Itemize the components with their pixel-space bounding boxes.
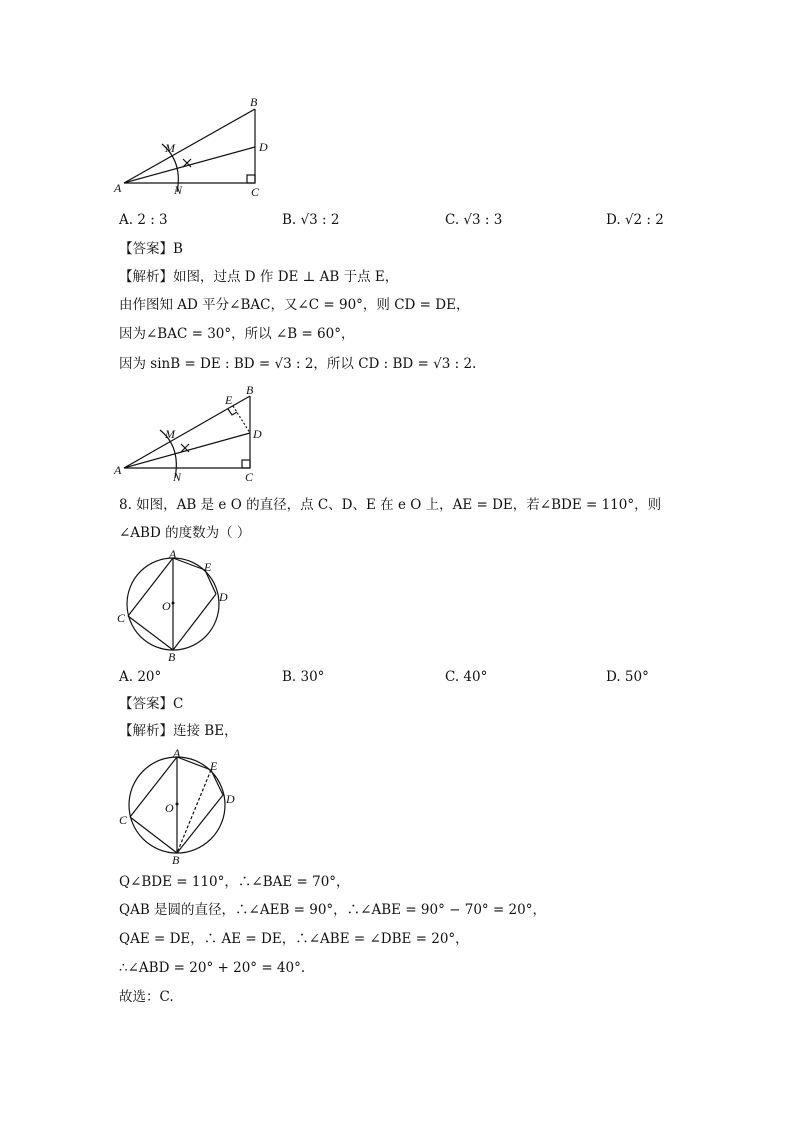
label-D: D [253, 427, 262, 441]
q8-conclusion: 故选：C. [119, 989, 174, 1005]
q8-answer: 【答案】C [119, 696, 184, 712]
q7-figure-triangle-with-perpendicular [110, 382, 280, 492]
q7-option-b: B. √3 : 2 [282, 212, 340, 228]
label-D: D [259, 140, 268, 154]
label-D: D [226, 792, 235, 806]
label-M: M [165, 427, 175, 441]
q8-solution-line-2: QAB 是圆的直径，∴∠AEB = 90°，∴∠ABE = 90° − 70° = 20°， [119, 902, 546, 918]
q7-option-c: C. √3 : 3 [445, 212, 503, 228]
label-M: M [165, 141, 175, 155]
label-E: E [204, 560, 212, 574]
q8-option-d: D. 50° [606, 669, 649, 685]
label-O: O [162, 599, 171, 613]
q7-analysis-line-4: 因为 sinB = DE : BD = √3 : 2，所以 CD : BD = √3 : 2. [119, 356, 477, 372]
q8-option-c: C. 40° [445, 669, 488, 685]
label-B: B [250, 95, 258, 109]
label-C: C [245, 470, 254, 484]
label-C: C [119, 813, 128, 827]
q8-figure-circle-with-be [113, 745, 243, 867]
q8-figure-circle [113, 548, 238, 664]
q7-option-d: D. √2 : 2 [606, 212, 664, 228]
label-C: C [251, 185, 260, 199]
q8-stem-line-1: 8. 如图，AB 是 e O 的直径，点 C、D、E 在 e O 上，AE = DE，若∠BDE = 110°，则 [119, 497, 662, 513]
q8-solution-line-4: ∴∠ABD = 20° + 20° = 40°. [119, 960, 306, 976]
label-D: D [219, 590, 228, 604]
label-N: N [174, 183, 183, 197]
label-A: A [169, 547, 177, 561]
q8-solution-line-3: QAE = DE，∴ AE = DE，∴∠ABE = ∠DBE = 20°， [119, 931, 469, 947]
label-E: E [225, 393, 233, 407]
label-B: B [172, 853, 180, 867]
q8-option-b: B. 30° [282, 669, 325, 685]
label-C: C [117, 611, 126, 625]
label-A: A [173, 746, 181, 760]
label-O: O [165, 801, 174, 815]
label-A: A [114, 463, 122, 477]
q7-analysis-line-1: 【解析】如图，过点 D 作 DE ⊥ AB 于点 E， [119, 269, 399, 285]
q8-option-a: A. 20° [119, 669, 162, 685]
q7-answer: 【答案】B [119, 241, 183, 257]
q8-solution-line-1: Q∠BDE = 110°，∴∠BAE = 70°， [119, 874, 350, 890]
q7-figure-triangle [110, 92, 280, 202]
q7-analysis-line-3: 因为∠BAC = 30°，所以 ∠B = 60°， [119, 326, 355, 342]
label-E: E [210, 759, 218, 773]
label-N: N [173, 470, 182, 484]
q7-analysis-line-2: 由作图知 AD 平分∠BAC，又∠C = 90°，则 CD = DE， [119, 297, 470, 313]
q8-stem-line-2: ∠ABD 的度数为（ ） [119, 525, 251, 541]
label-B: B [246, 383, 254, 397]
label-A: A [114, 181, 122, 195]
label-B: B [168, 650, 176, 664]
q7-option-a: A. 2 : 3 [119, 212, 168, 228]
q8-analysis-intro: 【解析】连接 BE， [119, 723, 238, 739]
